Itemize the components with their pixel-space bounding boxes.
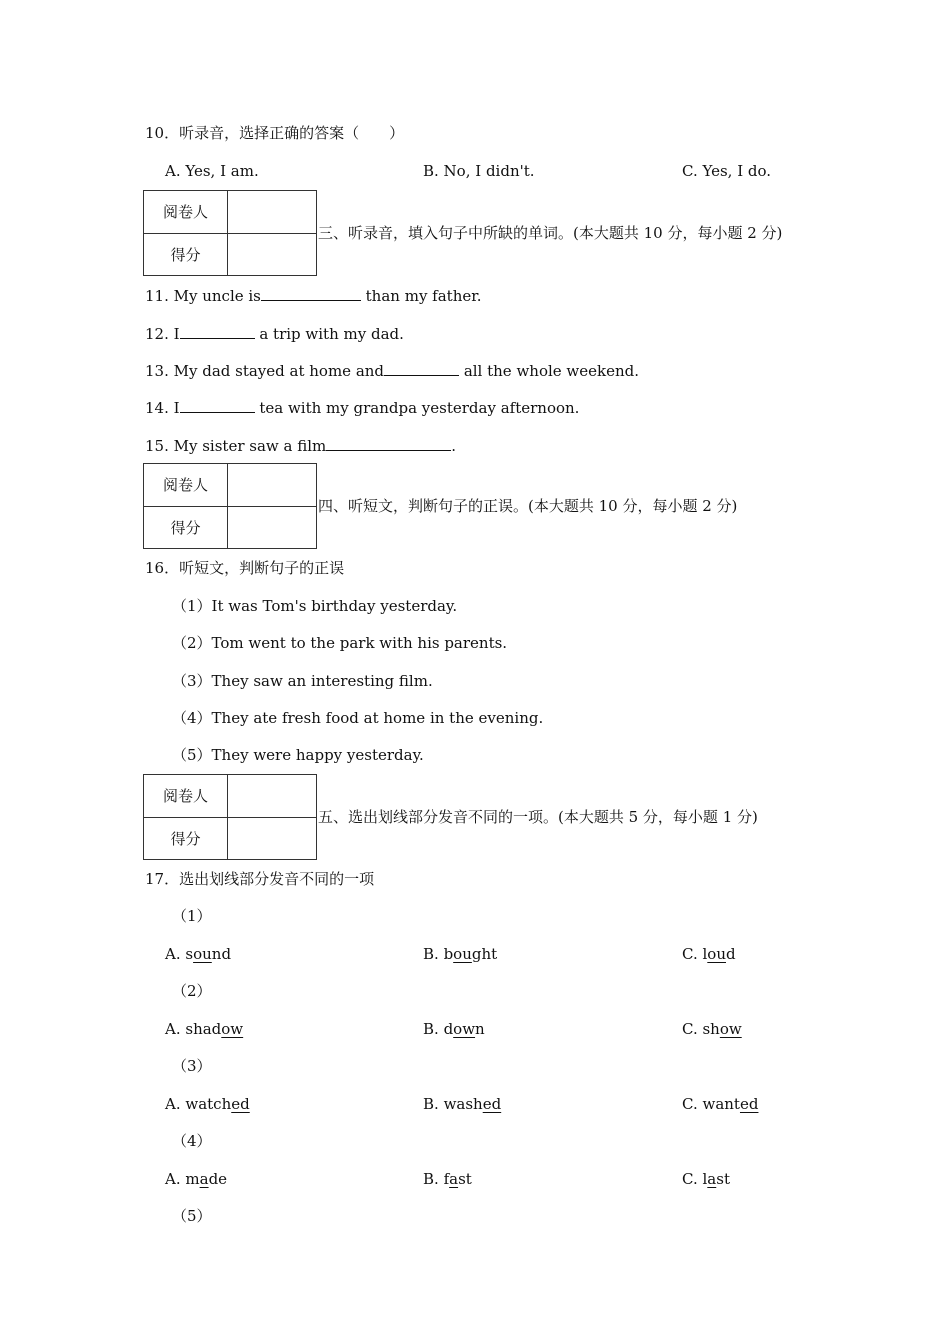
q16-stem: 16．听短文，判断句子的正误 [145, 559, 345, 577]
q11: 11. My uncle is than my father. [145, 287, 482, 305]
reader-label: 阅卷人 [144, 191, 228, 234]
q10-option-a[interactable]: A. Yes, I am. [165, 162, 259, 180]
score-table-section5 [143, 774, 317, 860]
q12: 12. I a trip with my dad. [145, 325, 404, 343]
section5-title: 五、选出划线部分发音不同的一项。(本大题共 5 分，每小题 1 分) [318, 808, 758, 826]
score-cell[interactable] [228, 506, 317, 549]
q16-statement-3[interactable]: （3）They saw an interesting film. [172, 672, 433, 690]
q16-statement-2[interactable]: （2）Tom went to the park with his parents. [172, 634, 508, 652]
q17-4-option-c[interactable]: C. last [682, 1170, 730, 1188]
score-label: 得分 [144, 233, 228, 276]
reader-cell[interactable] [228, 464, 317, 507]
q17-1-option-b[interactable]: B. bought [423, 945, 498, 963]
score-label: 得分 [144, 506, 228, 549]
q17-group-1-number: （1） [172, 907, 212, 925]
q13: 13. My dad stayed at home and all the whole weekend. [145, 362, 640, 380]
q17-4-option-b[interactable]: B. fast [423, 1170, 472, 1188]
q17-2-option-c[interactable]: C. show [682, 1020, 742, 1038]
reader-cell[interactable] [228, 191, 317, 234]
score-cell[interactable] [228, 233, 317, 276]
q13-blank[interactable] [384, 360, 459, 376]
q10-option-c[interactable]: C. Yes, I do. [682, 162, 772, 180]
q17-2-option-a[interactable]: A. shadow [165, 1020, 244, 1038]
q17-stem: 17．选出划线部分发音不同的一项 [145, 870, 375, 888]
q17-group-4-number: （4） [172, 1132, 212, 1150]
q17-3-option-b[interactable]: B. washed [423, 1095, 502, 1113]
q10-stem: 10．听录音，选择正确的答案（ ） [145, 124, 405, 142]
q12-blank[interactable] [180, 323, 255, 339]
section4-title: 四、听短文，判断句子的正误。(本大题共 10 分，每小题 2 分) [318, 497, 738, 515]
q17-group-5-number: （5） [172, 1207, 212, 1225]
q10-option-b[interactable]: B. No, I didn't. [423, 162, 535, 180]
q17-group-3-number: （3） [172, 1057, 212, 1075]
q17-group-2-number: （2） [172, 982, 212, 1000]
q15-blank[interactable] [326, 435, 451, 451]
q14-blank[interactable] [180, 397, 255, 413]
reader-cell[interactable] [228, 775, 317, 818]
q16-statement-1[interactable]: （1）It was Tom's birthday yesterday. [172, 597, 458, 615]
score-cell[interactable] [228, 817, 317, 860]
q17-4-option-a[interactable]: A. made [165, 1170, 228, 1188]
q17-3-option-c[interactable]: C. wanted [682, 1095, 759, 1113]
q15: 15. My sister saw a film . [145, 437, 457, 455]
q16-statement-4[interactable]: （4）They ate fresh food at home in the evening. [172, 709, 544, 727]
score-table-section3 [143, 190, 317, 276]
section3-title: 三、听录音，填入句子中所缺的单词。(本大题共 10 分，每小题 2 分) [318, 224, 783, 242]
q11-blank[interactable] [261, 285, 361, 301]
q17-2-option-b[interactable]: B. down [423, 1020, 485, 1038]
score-table-section4 [143, 463, 317, 549]
q16-statement-5[interactable]: （5）They were happy yesterday. [172, 746, 424, 764]
reader-label: 阅卷人 [144, 775, 228, 818]
q17-1-option-c[interactable]: C. loud [682, 945, 736, 963]
q17-1-option-a[interactable]: A. sound [165, 945, 232, 963]
q14: 14. I tea with my grandpa yesterday afternoon. [145, 399, 580, 417]
q17-3-option-a[interactable]: A. watched [165, 1095, 250, 1113]
reader-label: 阅卷人 [144, 464, 228, 507]
score-label: 得分 [144, 817, 228, 860]
